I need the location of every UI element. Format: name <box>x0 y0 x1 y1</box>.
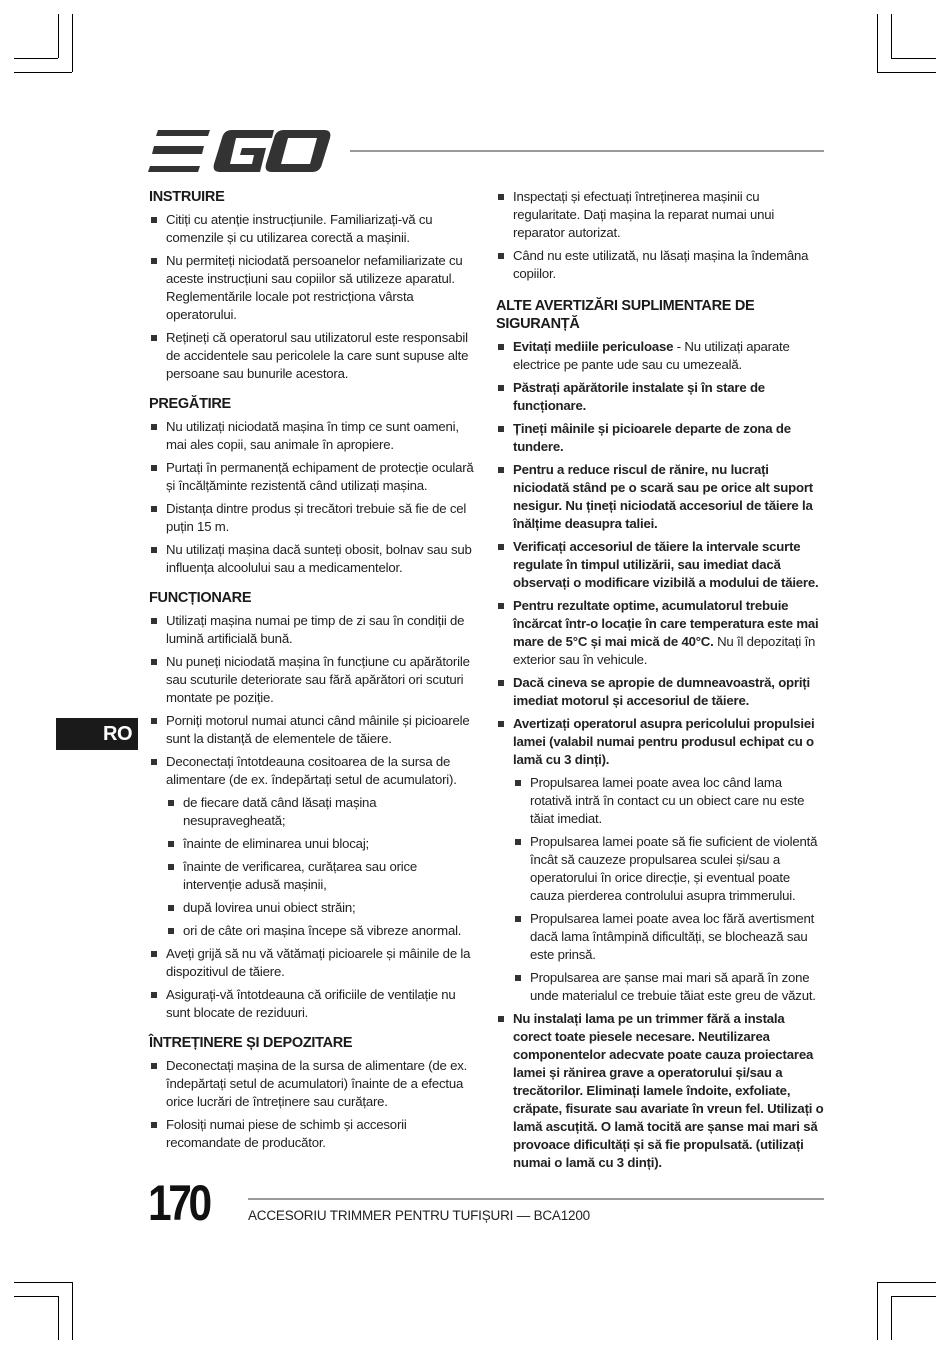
footer-rule <box>248 1198 824 1200</box>
list-item: Porniți motorul numai atunci când mâinile și picioarele sunt la distanță de elementele de tăiere. <box>149 712 479 748</box>
list-item-text: Nu îl depozitați în exterior sau în vehicule. <box>513 634 816 667</box>
bullet-list <box>149 211 479 383</box>
list-item <box>149 753 479 940</box>
bullet-list <box>496 188 826 283</box>
list-item <box>496 1010 826 1172</box>
list-item: Nu permiteți niciodată persoanelor nefamiliarizate cu aceste instrucțiuni sau copiilor să utilizeze aparatul. Reglementările locale pot restricționa vârsta operatorului. <box>149 252 479 324</box>
list-item: Citiți cu atenție instrucțiunile. Familiarizați-vă cu comenzile și cu utilizarea corectă a mașinii. <box>149 211 479 247</box>
sub-list <box>513 774 826 1005</box>
right-column <box>496 188 826 1184</box>
sub-list-item: Propulsarea are șanse mai mari să apară în zone unde materialul ce trebuie tăiat este greu de văzut. <box>513 969 826 1005</box>
list-item: Distanța dintre produs și trecători trebuie să fie de cel puțin 15 m. <box>149 500 479 536</box>
list-item: Nu utilizați niciodată mașina în timp ce sunt oameni, mai ales copii, sau animale în apropiere. <box>149 418 479 454</box>
bullet-list <box>149 1057 479 1152</box>
sub-list-item: înainte de verificarea, curățarea sau orice intervenție adusă mașinii, <box>166 858 479 894</box>
page-number: 170 <box>148 1175 209 1231</box>
list-item-bold: Evitați mediile periculoase <box>513 339 674 354</box>
list-item <box>496 597 826 669</box>
section-title: ÎNTREȚINERE ȘI DEPOZITARE <box>149 1035 353 1051</box>
sub-list-item: Propulsarea lamei poate avea loc fără avertisment dacă lama întâmpină dificultăți, se blochează sau este prinsă. <box>513 910 826 964</box>
list-item: Folosiți numai piese de schimb și accesorii recomandate de producător. <box>149 1116 479 1152</box>
footer-title: ACCESORIU TRIMMER PENTRU TUFIȘURI — BCA1200 <box>248 1208 590 1223</box>
bullet-list <box>149 418 479 577</box>
list-item-text: Deconectați întotdeauna cositoarea de la sursa de alimentare (de ex. îndepărtați setul de acumulatori). <box>166 754 457 787</box>
list-item: Asigurați-vă întotdeauna că orificiile de ventilație nu sunt blocate de reziduuri. <box>149 986 479 1022</box>
sub-list-item: Propulsarea lamei poate să fie suficient de violentă încât să cauzeze propulsarea sculei și/sau a operatorului în orice direcție, și eventual poate cauza pierderea controlului asupra trimmerului. <box>513 833 826 905</box>
sub-list-item: înainte de eliminarea unui blocaj; <box>166 835 479 853</box>
list-item-bold: Pentru a reduce riscul de rănire, nu lucrați niciodată stând pe o scară sau pe orice alt suport nesigur. Nu țineți niciodată accesoriul de tăiere la înălțime deasupra taliei. <box>513 462 813 531</box>
list-item: Când nu este utilizată, nu lăsați mașina la îndemâna copiilor. <box>496 247 826 283</box>
bullet-list <box>496 338 826 1172</box>
ego-logo <box>148 128 332 174</box>
sub-list <box>166 794 479 940</box>
language-tab: RO <box>56 718 138 750</box>
list-item: Aveți grijă să nu vă vătămați picioarele și mâinile de la dispozitivul de tăiere. <box>149 945 479 981</box>
list-item-bold: Pentru rezultate optime, acumulatorul trebuie încărcat într-o locație în care temperatura este mai mare de 5°C și mai mică de 40°C. <box>513 598 819 649</box>
list-item-text: - Nu utilizați aparate electrice pe pante ude sau cu umezeală. <box>513 339 790 372</box>
list-item <box>496 420 826 456</box>
section-title: ALTE AVERTIZĂRI SUPLIMENTARE DE SIGURANȚĂ <box>496 298 755 332</box>
list-item: Nu puneți niciodată mașina în funcțiune cu apărătorile sau scuturile deteriorate sau fără apărători ori scuturi montate pe poziție. <box>149 653 479 707</box>
sub-list-item: după lovirea unui obiect străin; <box>166 899 479 917</box>
bullet-list <box>149 612 479 1022</box>
list-item-bold: Avertizați operatorul asupra pericolului propulsiei lamei (valabil numai pentru produsul echipat cu o lamă cu 3 dinți). <box>513 716 815 767</box>
list-item <box>496 715 826 1005</box>
sub-list-item: ori de câte ori mașina începe să vibreze anormal. <box>166 922 479 940</box>
list-item <box>496 338 826 374</box>
list-item-bold: Nu instalați lama pe un trimmer fără a instala corect toate piesele necesare. Neutilizarea componentelor adecvate poate cauza proiectarea lamei și rănirea grave a operatorului și/sau a trecătorilor. Eliminați lamele îndoite, exfoliate, crăpate, fisurate sau avariate în vreun fel. Utilizați o lamă ascuțită. O lamă tocită are șanse mai mari să provoace dificultăți și să fie propulsată. (utilizați numai o lamă cu 3 dinți). <box>513 1011 824 1170</box>
list-item: Inspectați și efectuați întreținerea mașinii cu regularitate. Dați mașina la reparat numai unui reparator autorizat. <box>496 188 826 242</box>
list-item <box>496 538 826 592</box>
section-title: PREGĂTIRE <box>149 396 231 412</box>
list-item: Rețineți că operatorul sau utilizatorul este responsabil de accidentele sau pericolele la care sunt supuse alte persoane sau bunurile acestora. <box>149 329 479 383</box>
list-item <box>496 461 826 533</box>
list-item <box>496 379 826 415</box>
list-item <box>496 674 826 710</box>
list-item: Purtați în permanență echipament de protecție oculară și încălțăminte rezistentă când utilizați mașina. <box>149 459 479 495</box>
list-item: Utilizați mașina numai pe timp de zi sau în condiții de lumină artificială bună. <box>149 612 479 648</box>
section-title: FUNCȚIONARE <box>149 590 252 606</box>
list-item-bold: Dacă cineva se apropie de dumneavoastră, opriți imediat motorul și accesoriul de tăiere. <box>513 675 810 708</box>
list-item-bold: Țineți mâinile și picioarele departe de zona de tundere. <box>513 421 791 454</box>
section-title: INSTRUIRE <box>149 189 225 205</box>
sub-list-item: Propulsarea lamei poate avea loc când lama rotativă intră în contact cu un obiect care nu este tăiat imediat. <box>513 774 826 828</box>
list-item: Nu utilizați mașina dacă sunteți obosit, bolnav sau sub influența alcoolului sau a medicamentelor. <box>149 541 479 577</box>
header-rule <box>350 150 824 152</box>
list-item: Deconectați mașina de la sursa de alimentare (de ex. îndepărtați setul de acumulatori) înainte de a efectua orice lucrări de întreținere sau curățare. <box>149 1057 479 1111</box>
left-column <box>149 188 479 1164</box>
list-item-bold: Verificați accesoriul de tăiere la intervale scurte regulate în timpul utilizării, sau imediat dacă observați o modificare vizibilă a modului de tăiere. <box>513 539 819 590</box>
sub-list-item: de fiecare dată când lăsați mașina nesupravegheată; <box>166 794 479 830</box>
list-item-bold: Păstrați apărătorile instalate și în stare de funcționare. <box>513 380 765 413</box>
